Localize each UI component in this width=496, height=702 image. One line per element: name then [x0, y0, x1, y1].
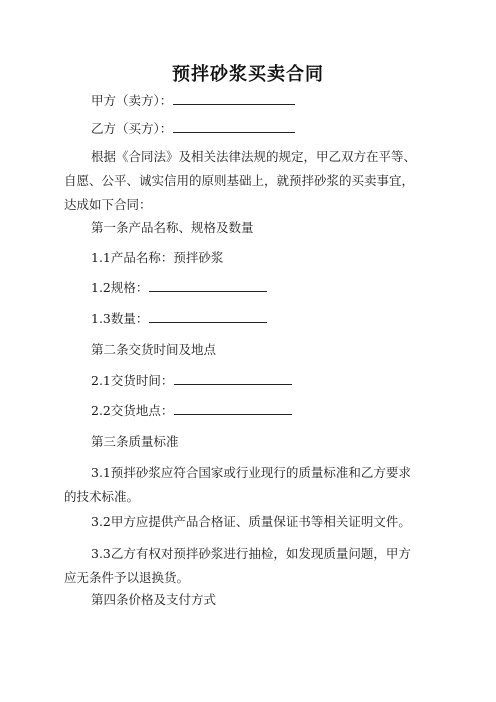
intro-paragraph: 根据《合同法》及相关法律法规的规定，甲乙双方在平等、自愿、公平、诚实信用的原则基础上，就预拌砂浆的买卖事宜，达成如下合同：	[64, 149, 417, 212]
article1-item2-label: 1.2规格：	[91, 280, 149, 295]
party-a-line	[91, 89, 295, 113]
article2-item1-line	[91, 369, 292, 393]
article4-heading: 第四条价格及支付方式	[91, 592, 217, 607]
article2-heading: 第二条交货时间及地点	[91, 342, 217, 357]
article1-item3-label: 1.3数量：	[91, 311, 149, 326]
article1-item3-line	[91, 307, 267, 331]
party-b-label: 乙方（买方）：	[91, 121, 173, 136]
article2-item2-label: 2.2交货地点：	[91, 403, 174, 418]
article3-heading: 第三条质量标准	[91, 434, 179, 449]
article1-item1: 1.1产品名称：预拌砂浆	[91, 250, 224, 265]
article2-item1-label: 2.1交货时间：	[91, 373, 174, 388]
spec-blank	[149, 279, 267, 292]
article2-item2-line	[91, 399, 292, 423]
quantity-blank	[149, 310, 267, 323]
party-b-blank	[173, 120, 295, 133]
party-b-line	[91, 117, 295, 141]
party-a-blank	[173, 92, 295, 105]
article3-item2: 3.2甲方应提供产品合格证、质量保证书等相关证明文件。	[91, 514, 411, 529]
party-a-label: 甲方（卖方）：	[91, 93, 173, 108]
article3-item1: 3.1预拌砂浆应符合国家或行业现行的质量标准和乙方要求的技术标准。	[64, 465, 411, 504]
delivery-place-blank	[174, 402, 292, 415]
document-title: 预拌砂浆买卖合同	[172, 64, 324, 85]
delivery-time-blank	[174, 372, 292, 385]
article1-item2-line	[91, 276, 267, 300]
article3-item3: 3.3乙方有权对预拌砂浆进行抽检，如发现质量问题，甲方应无条件予以退换货。	[64, 546, 411, 585]
article1-heading: 第一条产品名称、规格及数量	[91, 220, 254, 235]
